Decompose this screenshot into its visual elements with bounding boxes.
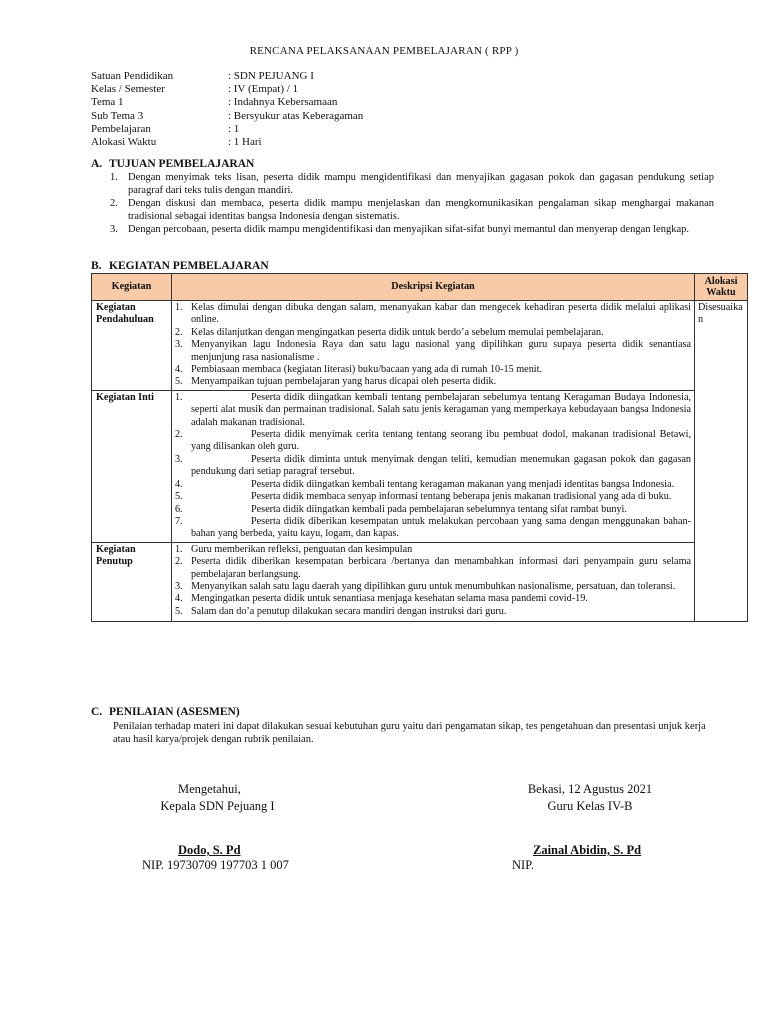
list-text: Peserta didik diberikan kesempatan untuk melakukan percobaan yang sama dengan menggunakan bahan-bahan yang berbeda, yaitu kayu, logam, dan kapas. xyxy=(190,515,692,540)
header-description: Deskripsi Kegiatan xyxy=(171,274,694,301)
identity-label: Satuan Pendidikan xyxy=(91,70,174,82)
signature-line: Mengetahui, xyxy=(178,782,241,796)
list-item xyxy=(110,224,714,237)
identity-label: Tema 1 xyxy=(91,96,124,109)
section-title: TUJUAN PEMBELAJARAN xyxy=(109,158,255,170)
list-number: 3. xyxy=(174,580,183,592)
identity-row xyxy=(91,96,363,109)
list-text: Kelas dilanjutkan dengan mengingatkan peserta didik untuk berdo’a sebelum memulai pembelajaran. xyxy=(190,326,604,338)
list-number: 1. xyxy=(174,302,183,313)
section-c-heading xyxy=(91,706,240,718)
identity-value: : Indahnya Kebersamaan xyxy=(228,96,338,109)
signature-role: Kepala SDN Pejuang I xyxy=(160,799,275,813)
section-title: PENILAIAN (ASESMEN) xyxy=(109,706,240,718)
list-item xyxy=(110,198,714,223)
identity-row xyxy=(91,123,363,136)
list-number: 1. xyxy=(110,172,118,183)
stage-steps xyxy=(171,542,694,621)
section-b-heading xyxy=(91,260,269,272)
identity-value: : 1 xyxy=(228,122,240,135)
list-number: 6. xyxy=(174,503,183,515)
list-text: Pembiasaan membaca (kegiatan literasi) buku/bacaan yang ada di rumah 10-15 menit. xyxy=(190,364,543,376)
signer-name-left: Dodo, S. Pd xyxy=(178,843,241,857)
list-item xyxy=(175,491,691,503)
signer-nip-left: NIP. 19730709 197703 1 007 xyxy=(142,858,289,872)
list-number: 3. xyxy=(174,453,183,465)
list-number: 2. xyxy=(174,556,183,568)
list-item xyxy=(175,376,691,388)
section-title: KEGIATAN PEMBELAJARAN xyxy=(109,260,269,272)
list-text: Dengan diskusi dan membaca, peserta didik mampu menjelaskan dan mengkomunikasikan pengalaman sikap menghargai makanan tradisional sebagai identitas bangsa Indonesia dengan sistematis. xyxy=(128,198,714,222)
list-text: Menyanyikan salah satu lagu daerah yang dipilihkan guru untuk menumbuhkan nasionalisme, persatuan, dan toleransi. xyxy=(190,580,676,592)
identity-value: : 1 Hari xyxy=(228,136,262,149)
list-text: Guru memberikan refleksi, penguatan dan kesimpulan xyxy=(190,543,413,555)
list-number: 5. xyxy=(174,491,183,503)
list-number: 3. xyxy=(174,339,183,351)
list-item xyxy=(175,504,691,516)
list-number: 4. xyxy=(174,593,183,605)
list-number: 5. xyxy=(174,605,183,617)
list-number: 2. xyxy=(174,326,183,338)
list-text: Peserta didik diingatkan kembali tentang pembelajaran sebelumya tentang Keragaman Budaya Indonesia, seperti alat musik dan permainan tradisional. Salah satu jenis keragaman yang memperkaya kebudayaan bangsa Indonesia adalah makanan tradisional. xyxy=(190,391,692,428)
list-item xyxy=(175,606,691,618)
stage-label: Kegiatan Inti xyxy=(92,390,172,542)
list-text: Peserta didik diingatkan kembali tentang keragaman makanan yang menjadi identitas bangsa Indonesia. xyxy=(250,478,675,490)
list-item xyxy=(175,581,691,593)
identity-value: : Bersyukur atas Keberagaman xyxy=(228,109,364,122)
identity-row xyxy=(91,83,363,96)
stage-steps xyxy=(171,301,694,391)
table-header-row xyxy=(92,274,748,301)
signature-right xyxy=(515,782,665,814)
list-text: Dengan percobaan, peserta didik mampu mengidentifikasi dan menyajikan sifat-sifat bunyi memantul dan menyerap dengan lengkap. xyxy=(128,224,689,236)
list-item xyxy=(175,302,691,327)
identity-row xyxy=(91,110,363,123)
list-text: Dengan menyimak teks lisan, peserta didik mampu mengidentifikasi dan menyajikan gagasan pokok dan gagasan pendukung setiap paragraf dari teks tulis dengan mandiri. xyxy=(128,172,714,196)
list-item xyxy=(175,454,691,479)
time-allocation: Disesuaikan xyxy=(695,301,748,622)
list-number: 2. xyxy=(174,429,183,441)
list-text: Peserta didik menyimak cerita tentang tentang seorang ibu pembuat dodol, makanan tradisional Betawi, yang dilisankan oleh guru. xyxy=(190,429,692,453)
signature-date: Bekasi, 12 Agustus 2021 xyxy=(527,782,653,796)
list-item xyxy=(175,339,691,364)
list-text: Peserta didik diberikan kesempatan berbicara /bertanya dan menambahkan informasi dari penyampain guru selama pembelajaran berlangsung. xyxy=(190,556,692,580)
list-item xyxy=(175,479,691,491)
list-item xyxy=(175,392,691,429)
identity-label: Pembelajaran xyxy=(91,122,151,135)
identity-value: : SDN PEJUANG I xyxy=(228,70,314,82)
identity-label: Kelas / Semester xyxy=(91,83,165,96)
identity-row xyxy=(91,70,363,83)
signer-name-right: Zainal Abidin, S. Pd xyxy=(533,843,642,857)
table-row xyxy=(92,390,748,542)
list-item xyxy=(175,544,691,556)
list-item xyxy=(110,172,714,197)
identity-label: Sub Tema 3 xyxy=(91,109,144,122)
section-a-heading xyxy=(91,158,254,170)
list-number: 3. xyxy=(110,224,118,236)
list-number: 2. xyxy=(110,198,118,210)
list-number: 5. xyxy=(174,376,183,388)
list-text: Menyanyikan lagu Indonesia Raya dan satu lagu nasional yang dipilihkan guru supaya peserta didik senantiasa menjunjung rasa nasionalisme . xyxy=(190,339,692,363)
list-text: Kelas dimulai dengan dibuka dengan salam, menanyakan kabar dan mengecek kehadiran peserta didik melalui aplikasi online. xyxy=(190,302,692,326)
list-item xyxy=(175,593,691,605)
list-item xyxy=(175,364,691,376)
section-letter: A. xyxy=(91,158,103,170)
header-time: Alokasi Waktu xyxy=(695,274,748,301)
stage-steps xyxy=(171,390,694,542)
stage-label: Kegiatan Penutup xyxy=(92,542,172,621)
list-number: 7. xyxy=(174,515,183,527)
table-row xyxy=(92,301,748,391)
list-number: 1. xyxy=(174,391,183,403)
stage-label: Kegiatan Pendahuluan xyxy=(92,301,172,391)
list-text: Peserta didik diingatkan kembali pada pembelajaran sebelumnya tentang sifat rambat bunyi. xyxy=(250,503,627,515)
list-number: 4. xyxy=(174,364,183,376)
list-number: 1. xyxy=(174,543,183,555)
list-text: Peserta didik membaca senyap informasi tentang beberapa jenis makanan tradisional yang ada di buku. xyxy=(250,491,672,503)
signer-nip-right: NIP. xyxy=(512,858,534,872)
identity-row xyxy=(91,136,363,149)
list-text: Salam dan do’a penutup dilakukan secara mandiri dengan instruksi dari guru. xyxy=(190,605,507,617)
goals-list xyxy=(110,172,714,238)
list-item xyxy=(175,556,691,581)
identity-label: Alokasi Waktu xyxy=(91,136,157,149)
section-letter: C. xyxy=(91,706,103,718)
identity-block xyxy=(91,70,363,149)
signature-left xyxy=(130,782,305,814)
list-item xyxy=(175,516,691,541)
assessment-text: Penilaian terhadap materi ini dapat dilakukan sesuai kebutuhan guru yaitu dari pengamatan sikap, tes pengetahuan dan presentasi unjuk kerja atau hasil karya/projek dengan rubrik penilaian. xyxy=(113,721,706,745)
list-item xyxy=(175,327,691,339)
list-text: Peserta didik diminta untuk menyimak dengan teliti, kemudian menemukan gagasan pokok dan gagasan pendukung dari setiap paragraf tersebut. xyxy=(190,453,692,478)
activities-table xyxy=(91,273,748,622)
table-row xyxy=(92,542,748,621)
identity-value: : IV (Empat) / 1 xyxy=(228,83,299,96)
header-stage: Kegiatan xyxy=(92,274,172,301)
section-letter: B. xyxy=(91,260,102,272)
list-text: Mengingatkan peserta didik untuk senantiasa menjaga kesehatan selama masa pandemi covid-19. xyxy=(190,593,588,605)
list-text: Menyampaikan tujuan pembelajaran yang harus dicapai oleh peserta didik. xyxy=(190,376,497,388)
document-title: RENCANA PELAKSANAAN PEMBELAJARAN ( RPP ) xyxy=(249,45,519,57)
list-item xyxy=(175,429,691,454)
list-number: 4. xyxy=(174,478,183,490)
signature-role: Guru Kelas IV-B xyxy=(547,799,633,813)
